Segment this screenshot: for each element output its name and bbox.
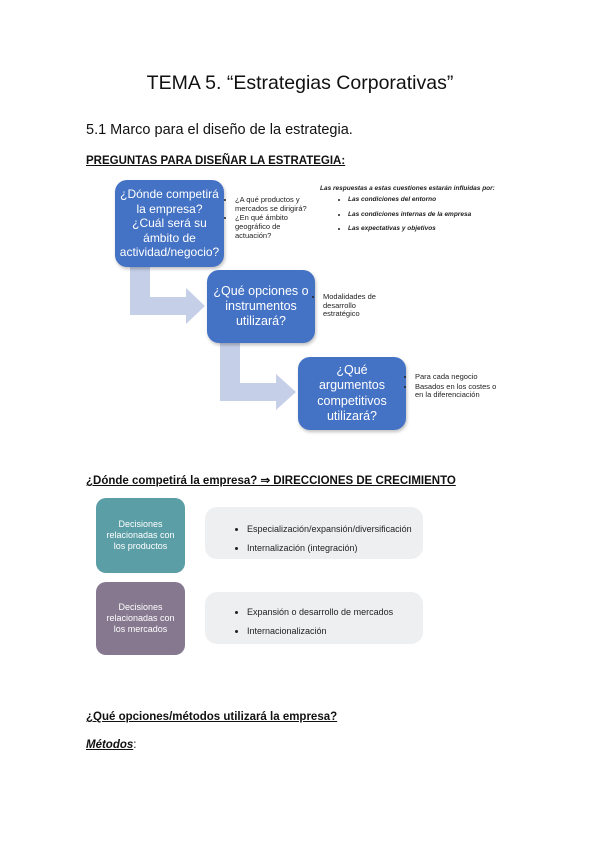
influence-item: • Las expectativas y objetivos — [348, 225, 495, 232]
influence-item: • Las condiciones del entorno — [348, 196, 495, 203]
question-box-arguments-notes — [407, 373, 497, 401]
note-item: • Basados en los costes o en la diferenciación — [415, 383, 497, 400]
panel-item: • Internacionalización — [247, 626, 415, 636]
growth-directions-heading: ¿Dónde competirá la empresa? ⇒ DIRECCIONES DE CRECIMIENTO — [86, 475, 456, 487]
influence-note — [320, 185, 495, 240]
question-box-arguments: ¿Qué argumentos competitivos utilizará? — [298, 357, 406, 430]
flow-arrow-1 — [130, 267, 205, 324]
section-heading: 5.1 Marco para el diseño de la estrategia. — [86, 122, 353, 138]
panel-item: • Internalización (integración) — [247, 543, 415, 553]
influence-item: • Las condiciones internas de la empresa — [348, 211, 495, 218]
products-decisions-label: Decisiones relacionadas con los productos — [96, 498, 185, 573]
question-box-where-notes — [227, 196, 312, 241]
question-box-options-notes — [315, 293, 387, 320]
methods-question-heading: ¿Qué opciones/métodos utilizará la empresa? — [86, 711, 338, 723]
influence-title: Las respuestas a estas cuestiones estarán influidas por: — [320, 185, 495, 192]
questions-heading: PREGUNTAS PARA DISEÑAR LA ESTRATEGIA: — [86, 155, 346, 167]
markets-decisions-label: Decisiones relacionadas con los mercados — [96, 582, 185, 655]
note-item: • Modalidades de desarrollo estratégico — [323, 293, 387, 319]
question-box-options: ¿Qué opciones o instrumentos utilizará? — [207, 270, 315, 343]
question-box-where: ¿Dónde competirá la empresa? ¿Cuál será su ámbito de actividad/negocio? — [115, 180, 224, 267]
note-item: • ¿A qué productos y mercados se dirigirá? — [235, 196, 312, 213]
flow-arrow-2 — [220, 343, 296, 410]
panel-item: • Especialización/expansión/diversificación — [247, 524, 415, 534]
page-title: TEMA 5. “Estrategias Corporativas” — [146, 72, 454, 94]
methods-line — [86, 739, 136, 751]
products-decisions-panel — [205, 507, 423, 559]
methods-suffix: : — [133, 739, 137, 751]
note-item: • Para cada negocio — [415, 373, 497, 382]
note-item: • ¿En qué ámbito geográfico de actuación? — [235, 214, 312, 240]
markets-decisions-panel — [205, 592, 423, 644]
panel-item: • Expansión o desarrollo de mercados — [247, 607, 415, 617]
methods-label: Métodos — [86, 739, 134, 751]
